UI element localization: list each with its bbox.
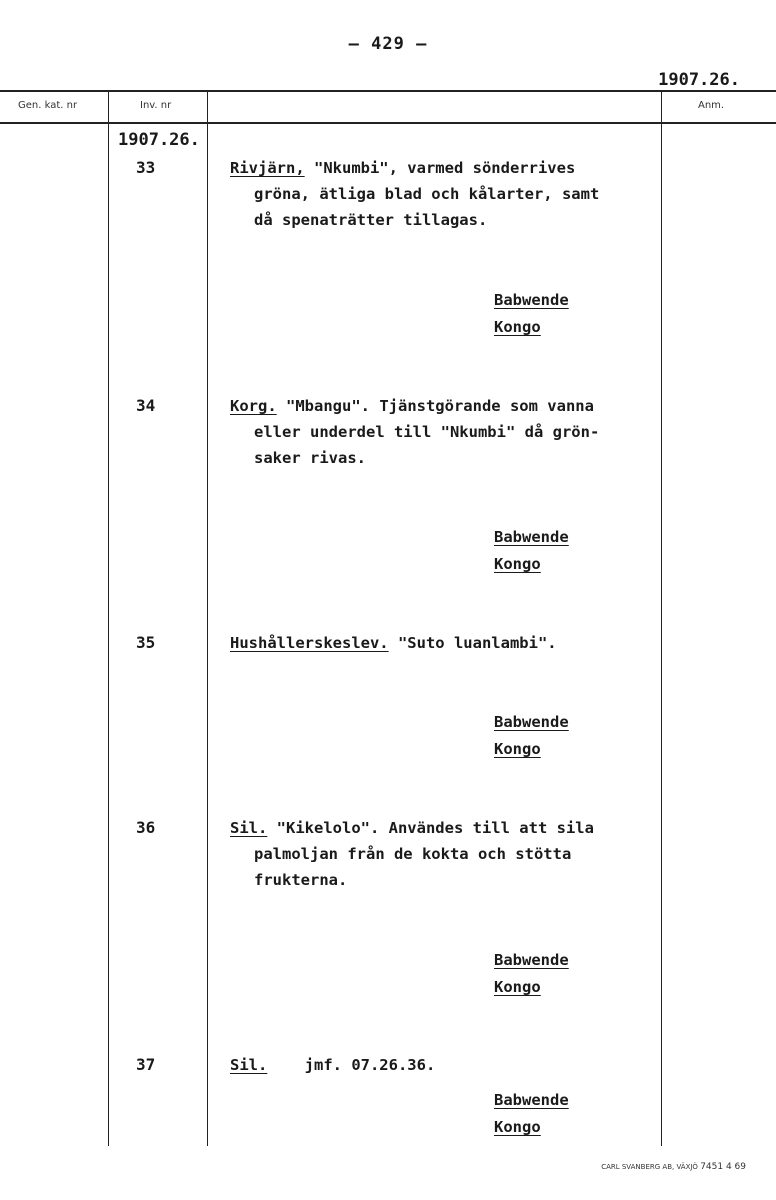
- object-term: Hushållerskeslev.: [230, 634, 389, 652]
- origin-people: Babwende: [494, 528, 569, 546]
- entry-description: [230, 393, 660, 471]
- origin-people: Babwende: [494, 951, 569, 969]
- origin-block: [494, 947, 569, 1001]
- object-term: Sil.: [230, 1056, 268, 1074]
- entry-description: [230, 1052, 660, 1078]
- imprint-text: CARL SVANBERG AB, VÄXJÖ: [601, 1163, 698, 1171]
- origin-people: Babwende: [494, 291, 569, 309]
- origin-people: Babwende: [494, 713, 569, 731]
- description-line: palmoljan från de kokta och stötta: [254, 845, 572, 863]
- description-line: "Suto luanlambi".: [388, 634, 557, 652]
- column-divider-3: [661, 90, 662, 1146]
- description-line: gröna, ätliga blad och kålarter, samt: [254, 185, 600, 203]
- description-line: "Mbangu". Tjänstgörande som vanna: [276, 397, 594, 415]
- catalog-code: 1907.26.: [658, 70, 740, 90]
- printer-imprint: [601, 1162, 746, 1172]
- origin-block: [494, 1087, 569, 1141]
- description-line: jmf. 07.26.36.: [267, 1056, 436, 1074]
- origin-people: Babwende: [494, 1091, 569, 1109]
- col-header-inv-nr: Inv. nr: [140, 100, 172, 111]
- inv-number: 33: [136, 158, 156, 177]
- origin-region: Kongo: [494, 978, 541, 996]
- col-header-anm: Anm.: [698, 100, 725, 111]
- origin-region: Kongo: [494, 740, 541, 758]
- inv-number: 35: [136, 633, 156, 652]
- batch-label: 1907.26.: [118, 130, 200, 150]
- imprint-number: 7451 4 69: [700, 1162, 746, 1172]
- object-term: Sil.: [230, 819, 268, 837]
- entry-description: [230, 155, 660, 233]
- description-line: då spenaträtter tillagas.: [254, 211, 488, 229]
- origin-region: Kongo: [494, 1118, 541, 1136]
- origin-region: Kongo: [494, 555, 541, 573]
- inv-number: 37: [136, 1055, 156, 1074]
- page-number: – 429 –: [348, 34, 428, 54]
- description-line: "Nkumbi", varmed sönderrives: [304, 159, 576, 177]
- entry-description: [230, 815, 660, 893]
- description-line: saker rivas.: [254, 449, 366, 467]
- inv-number: 34: [136, 396, 156, 415]
- col-header-gen-kat-nr: Gen. kat. nr: [18, 100, 78, 111]
- column-divider-1: [108, 90, 109, 1146]
- description-line: eller underdel till "Nkumbi" då grön-: [254, 423, 600, 441]
- description-line: "Kikelolo". Användes till att sila: [267, 819, 594, 837]
- origin-block: [494, 287, 569, 341]
- object-term: Rivjärn,: [230, 159, 305, 177]
- inv-number: 36: [136, 818, 156, 837]
- header-bottom-rule: [0, 122, 776, 124]
- origin-block: [494, 524, 569, 578]
- origin-region: Kongo: [494, 318, 541, 336]
- origin-block: [494, 709, 569, 763]
- entry-description: [230, 630, 660, 656]
- object-term: Korg.: [230, 397, 277, 415]
- column-divider-2: [207, 90, 208, 1146]
- header-top-rule: [0, 90, 776, 92]
- description-line: frukterna.: [254, 871, 348, 889]
